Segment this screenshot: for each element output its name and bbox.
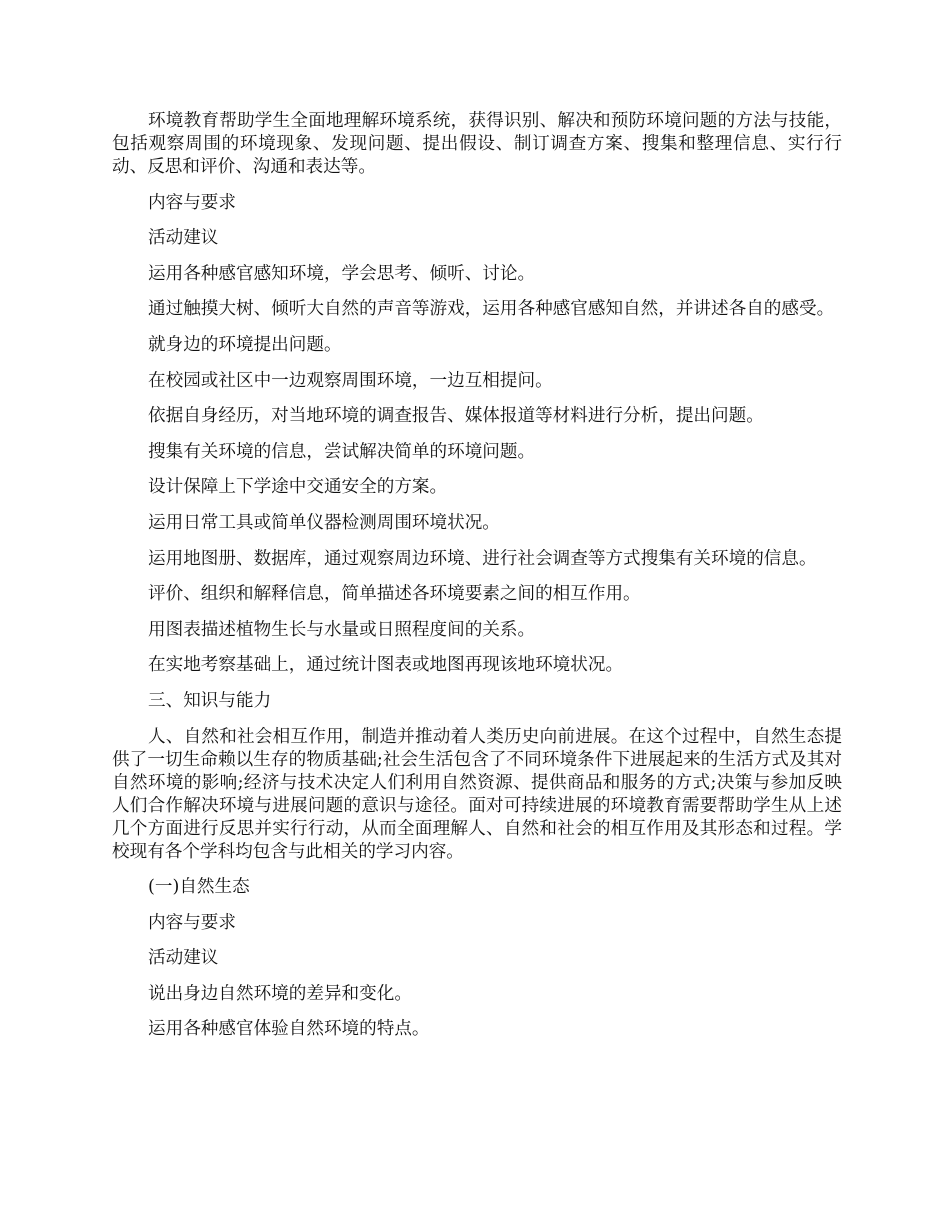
document-body: [112, 110, 842, 1054]
paragraph-collect-info: 搜集有关环境的信息，尝试解决简单的环境问题。: [148, 441, 536, 462]
heading-content-requirements-2: 内容与要求: [148, 912, 236, 933]
heading-activity-suggestions: 活动建议: [148, 228, 219, 249]
paragraph-plant-growth: 用图表描述植物生长与水量或日照程度间的关系。: [148, 619, 536, 640]
subsection-heading-ecology: (一)自然生态: [148, 877, 250, 898]
paragraph-raise-questions: 就身边的环境提出问题。: [148, 334, 342, 355]
paragraph-evaluate-info: 评价、组织和解释信息，简单描述各环境要素之间的相互作用。: [148, 584, 641, 605]
paragraph-intro: 环境教育帮助学生全面地理解环境系统，获得识别、解决和预防环境问题的方法与技能，包括观察周围的环境现象、发现问题、提出假设、制订调查方案、搜集和整理信息、实行行动、反思和评价、沟通和表达等。: [112, 111, 842, 177]
heading-content-requirements: 内容与要求: [148, 192, 236, 213]
paragraph-tools-detect: 运用日常工具或简单仪器检测周围环境状况。: [148, 512, 500, 533]
paragraph-nature-differences: 说出身边自然环境的差异和变化。: [148, 983, 412, 1004]
paragraph-interaction: 人、自然和社会相互作用，制造并推动着人类历史向前进展。在这个过程中，自然生态提供了一切生命赖以生存的物质基础;社会生活包含了不同环境条件下进展起来的生活方式及其对自然环境的影响;经济与技术决定人们利用自然资源、提供商品和服务的方式;决策与参加反映人们合作解决环境与进展问题的意识与途径。面对可持续进展的环境教育需要帮助学生从上述几个方面进行反思并实行行动，从而全面理解人、自然和社会的相互作用及其形态和过程。学校现有各个学科均包含与此相关的学习内容。: [112, 726, 843, 862]
paragraph-field-study: 在实地考察基础上，通过统计图表或地图再现该地环境状况。: [148, 655, 624, 676]
paragraph-traffic-safety: 设计保障上下学途中交通安全的方案。: [148, 477, 448, 498]
paragraph-experience-nature: 运用各种感官体验自然环境的特点。: [148, 1019, 430, 1040]
paragraph-maps-databases: 运用地图册、数据库，通过观察周边环境、进行社会调查等方式搜集有关环境的信息。: [148, 548, 817, 569]
paragraph-touch-trees: 通过触摸大树、倾听大自然的声音等游戏，运用各种感官感知自然，并讲述各自的感受。: [148, 299, 835, 320]
paragraph-analyze-reports: 依据自身经历，对当地环境的调查报告、媒体报道等材料进行分析，提出问题。: [148, 406, 764, 427]
heading-activity-suggestions-2: 活动建议: [148, 948, 219, 969]
section-heading-knowledge: 三、知识与能力: [148, 690, 272, 711]
paragraph-campus-observe: 在校园或社区中一边观察周围环境，一边互相提问。: [148, 370, 553, 391]
paragraph-senses: 运用各种感官感知环境，学会思考、倾听、讨论。: [148, 263, 536, 284]
